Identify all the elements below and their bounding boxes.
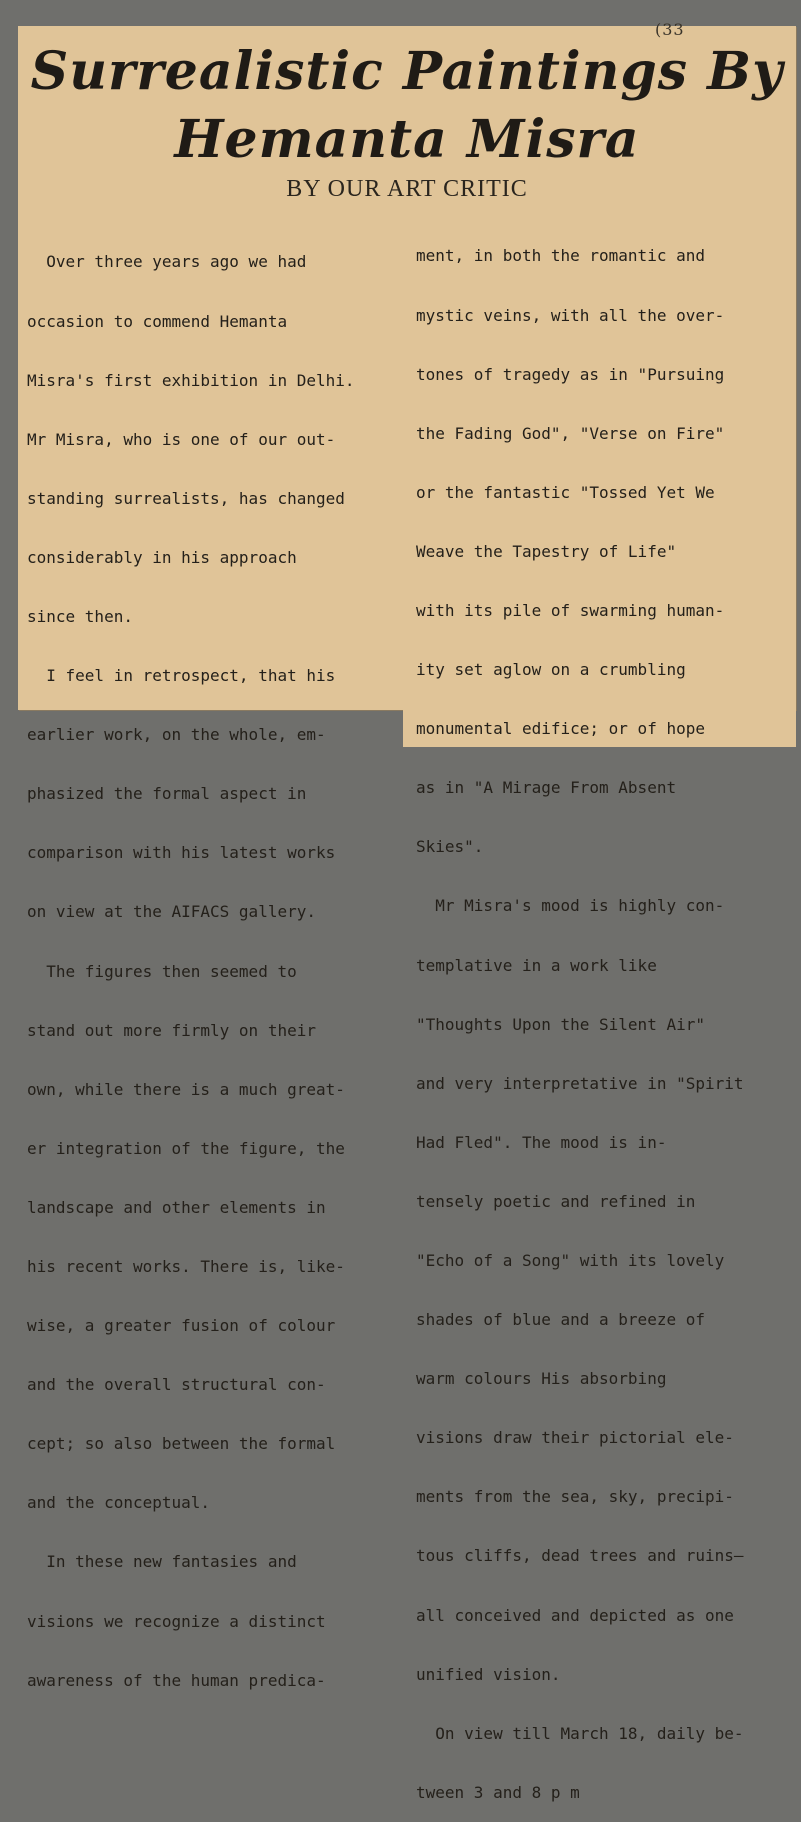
text-line: In these new fantasies and: [27, 1552, 297, 1572]
text-line: Misra's first exhibition in Delhi.: [27, 370, 355, 390]
article-column-right: [416, 207, 744, 1822]
text-line: "Thoughts Upon the Silent Air": [416, 1014, 705, 1034]
text-line: occasion to commend Hemanta: [27, 311, 288, 331]
text-line: monumental edifice; or of hope: [416, 719, 705, 739]
text-line: tween 3 and 8 p m: [416, 1782, 580, 1802]
text-line: standing surrealists, has changed: [27, 488, 345, 508]
text-line: stand out more firmly on their: [27, 1020, 316, 1040]
text-line: and the overall structural con-: [27, 1375, 326, 1395]
text-line: and very interpretative in "Spirit: [416, 1073, 744, 1093]
text-line: warm colours His absorbing: [416, 1369, 667, 1389]
headline-line-2: Hemanta Misra: [174, 109, 640, 170]
text-line: tous cliffs, dead trees and ruins—: [416, 1546, 744, 1566]
headline-line-1: Surrealistic Paintings By: [30, 41, 784, 102]
text-line: er integration of the figure, the: [27, 1138, 345, 1158]
text-line: shades of blue and a breeze of: [416, 1310, 705, 1330]
text-line: Over three years ago we had: [27, 252, 307, 272]
text-line: ity set aglow on a crumbling: [416, 660, 686, 680]
text-line: templative in a work like: [416, 955, 657, 975]
text-line: the Fading God", "Verse on Fire": [416, 423, 725, 443]
text-line: phasized the formal aspect in: [27, 784, 307, 804]
byline: BY OUR ART CRITIC: [286, 176, 528, 202]
text-line: "Echo of a Song" with its lovely: [416, 1251, 725, 1270]
text-line: on view at the AIFACS gallery.: [27, 902, 316, 922]
article-column-left: [27, 213, 355, 1710]
text-line: The figures then seemed to: [27, 961, 297, 981]
text-line: since then.: [27, 606, 133, 626]
text-line: his recent works. There is, like-: [27, 1257, 345, 1276]
text-line: tensely poetic and refined in: [416, 1191, 696, 1211]
text-line: comparison with his latest works: [27, 843, 336, 863]
text-line: wise, a greater fusion of colour: [27, 1316, 336, 1336]
text-line: tones of tragedy as in "Pursuing: [416, 364, 725, 384]
text-line: mystic veins, with all the over-: [416, 305, 725, 325]
text-line: as in "A Mirage From Absent: [416, 778, 677, 798]
text-line: ment, in both the romantic and: [416, 246, 705, 266]
text-line: or the fantastic "Tossed Yet We: [416, 482, 715, 502]
text-line: Skies".: [416, 837, 484, 857]
text-line: landscape and other elements in: [27, 1197, 326, 1217]
handwritten-page-mark: (33: [655, 20, 685, 39]
text-line: visions draw their pictorial ele-: [416, 1428, 734, 1448]
text-line: cept; so also between the formal: [27, 1434, 336, 1454]
text-line: Mr Misra's mood is highly con-: [416, 896, 725, 916]
text-line: Had Fled". The mood is in-: [416, 1132, 667, 1152]
text-line: own, while there is a much great-: [27, 1079, 345, 1099]
text-line: ments from the sea, sky, precipi-: [416, 1487, 734, 1507]
text-line: awareness of the human predica-: [27, 1670, 326, 1690]
text-line: considerably in his approach: [27, 547, 297, 567]
text-line: Mr Misra, who is one of our out-: [27, 429, 336, 449]
text-line: I feel in retrospect, that his: [27, 666, 336, 686]
text-line: unified vision.: [416, 1664, 561, 1684]
text-line: and the conceptual.: [27, 1493, 211, 1513]
text-line: with its pile of swarming human-: [416, 600, 725, 620]
text-line: Weave the Tapestry of Life": [416, 541, 677, 561]
text-line: earlier work, on the whole, em-: [27, 725, 326, 745]
text-line: visions we recognize a distinct: [27, 1611, 326, 1631]
text-line: On view till March 18, daily be-: [416, 1723, 744, 1743]
text-line: all conceived and depicted as one: [416, 1605, 734, 1625]
